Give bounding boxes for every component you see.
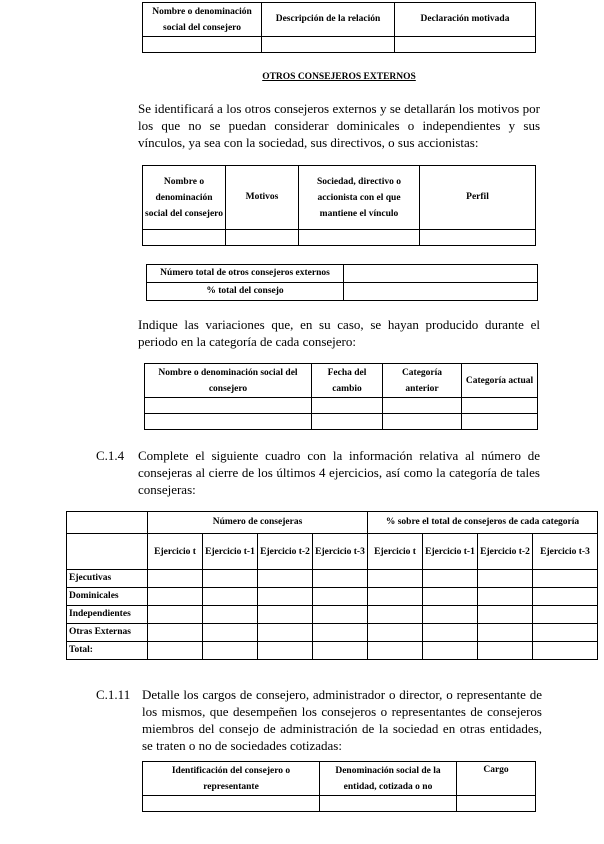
otros-paragraph: Se identificará a los otros consejeros externos y se detallarán los motivos por los que no se puedan considerar dominicales o independientes y sus vínculos, ya sea con la sociedad, sus directivos, o sus accionistas: — [138, 101, 540, 150]
otros-totals-table — [146, 264, 538, 301]
row-label: Dominicales — [67, 588, 148, 606]
empty-cell[interactable] — [423, 570, 478, 588]
header-cell: Nombre o denominación social del consejero — [143, 3, 262, 37]
empty-cell[interactable] — [423, 624, 478, 642]
empty-cell[interactable] — [462, 398, 538, 414]
empty-cell[interactable] — [478, 624, 533, 642]
ejercicio-header: Ejercicio t-1 — [203, 534, 258, 570]
row-label: Ejecutivas — [67, 570, 148, 588]
header-cell: Declaración motivada — [395, 3, 536, 37]
empty-cell[interactable] — [313, 624, 368, 642]
empty-cell[interactable] — [299, 230, 420, 246]
section-heading-otros: OTROS CONSEJEROS EXTERNOS — [262, 72, 416, 82]
header-cell: Sociedad, directivo o accionista con el que mantiene el vínculo — [299, 166, 420, 230]
empty-cell[interactable] — [203, 624, 258, 642]
ejercicio-header: Ejercicio t — [148, 534, 203, 570]
header-cell: Categoría actual — [462, 364, 538, 398]
empty-cell[interactable] — [203, 642, 258, 660]
empty-cell[interactable] — [423, 588, 478, 606]
empty-cell[interactable] — [368, 570, 423, 588]
ejercicio-header: Ejercicio t-3 — [533, 534, 598, 570]
empty-cell[interactable] — [478, 588, 533, 606]
empty-cell[interactable] — [533, 624, 598, 642]
header-cell: Nombre o denominación social del consejero — [143, 166, 226, 230]
empty-cell[interactable] — [423, 642, 478, 660]
ejercicio-header: Ejercicio t-2 — [478, 534, 533, 570]
empty-cell[interactable] — [368, 624, 423, 642]
empty-cell[interactable] — [148, 588, 203, 606]
empty-cell[interactable] — [533, 606, 598, 624]
consejeras-table — [66, 511, 598, 660]
variaciones-table — [144, 363, 538, 430]
otros-consejeros-table — [142, 165, 536, 246]
empty-cell[interactable] — [533, 588, 598, 606]
header-cell: Identificación del consejero o representante — [143, 762, 320, 796]
empty-cell[interactable] — [320, 796, 457, 812]
section-number-c14: C.1.4 — [96, 448, 125, 463]
empty-cell[interactable] — [226, 230, 299, 246]
empty-cell[interactable] — [145, 398, 312, 414]
ejercicio-header: Ejercicio t — [368, 534, 423, 570]
empty-cell[interactable] — [203, 606, 258, 624]
empty-cell[interactable] — [383, 414, 462, 430]
ejercicio-header: Ejercicio t-2 — [258, 534, 313, 570]
empty-cell[interactable] — [395, 37, 536, 53]
empty-cell[interactable] — [312, 398, 383, 414]
row-label: Otras Externas — [67, 624, 148, 642]
empty-cell[interactable] — [258, 624, 313, 642]
corner-cell — [67, 534, 148, 570]
row-label: Número total de otros consejeros externos — [147, 265, 344, 283]
empty-cell[interactable] — [368, 642, 423, 660]
empty-cell[interactable] — [383, 398, 462, 414]
variaciones-paragraph: Indique las variaciones que, en su caso, se hayan producido durante el periodo en la categoría de cada consejero: — [138, 317, 540, 349]
empty-cell[interactable] — [258, 606, 313, 624]
corner-cell — [67, 512, 148, 534]
empty-cell[interactable] — [344, 283, 538, 301]
empty-cell[interactable] — [478, 642, 533, 660]
header-cell: Descripción de la relación — [262, 3, 395, 37]
empty-cell[interactable] — [148, 570, 203, 588]
empty-cell[interactable] — [313, 606, 368, 624]
header-cell: Categoría anterior — [383, 364, 462, 398]
row-label: Independientes — [67, 606, 148, 624]
empty-cell[interactable] — [148, 606, 203, 624]
empty-cell[interactable] — [143, 796, 320, 812]
empty-cell[interactable] — [203, 570, 258, 588]
row-label: % total del consejo — [147, 283, 344, 301]
empty-cell[interactable] — [143, 37, 262, 53]
c14-paragraph: Complete el siguiente cuadro con la información relativa al número de consejeras al cierre de los últimos 4 ejercicios, así como la categoría de tales consejeras: — [138, 448, 540, 497]
empty-cell[interactable] — [423, 606, 478, 624]
empty-cell[interactable] — [313, 570, 368, 588]
empty-cell[interactable] — [258, 570, 313, 588]
empty-cell[interactable] — [203, 588, 258, 606]
empty-cell[interactable] — [143, 230, 226, 246]
empty-cell[interactable] — [313, 642, 368, 660]
group-header: % sobre el total de consejeros de cada categoría — [368, 512, 598, 534]
empty-cell[interactable] — [533, 642, 598, 660]
header-cell: Motivos — [226, 166, 299, 230]
empty-cell[interactable] — [533, 570, 598, 588]
empty-cell[interactable] — [457, 796, 536, 812]
empty-cell[interactable] — [420, 230, 536, 246]
empty-cell[interactable] — [145, 414, 312, 430]
empty-cell[interactable] — [148, 642, 203, 660]
ejercicio-header: Ejercicio t-3 — [313, 534, 368, 570]
empty-cell[interactable] — [258, 588, 313, 606]
header-cell: Denominación social de la entidad, cotizada o no — [320, 762, 457, 796]
empty-cell[interactable] — [313, 588, 368, 606]
cargos-table — [142, 761, 536, 812]
header-cell: Cargo — [457, 762, 536, 796]
empty-cell[interactable] — [344, 265, 538, 283]
c111-paragraph: Detalle los cargos de consejero, administrador o director, o representante de los mismos, que desempeñen los consejeros o representantes de consejeros miembros del consejo de administración de la sociedad en otras entidades, se traten o no de sociedades cotizadas: — [142, 687, 542, 753]
empty-cell[interactable] — [462, 414, 538, 430]
section-number-c111: C.1.11 — [96, 687, 131, 702]
empty-cell[interactable] — [148, 624, 203, 642]
ejercicio-header: Ejercicio t-1 — [423, 534, 478, 570]
header-cell: Perfil — [420, 166, 536, 230]
empty-cell[interactable] — [368, 588, 423, 606]
empty-cell[interactable] — [478, 606, 533, 624]
empty-cell[interactable] — [262, 37, 395, 53]
group-header: Número de consejeras — [148, 512, 368, 534]
empty-cell[interactable] — [368, 606, 423, 624]
header-cell: Nombre o denominación social del consejero — [145, 364, 312, 398]
header-cell: Fecha del cambio — [312, 364, 383, 398]
empty-cell[interactable] — [312, 414, 383, 430]
row-label: Total: — [67, 642, 148, 660]
relation-table — [142, 2, 536, 53]
empty-cell[interactable] — [258, 642, 313, 660]
empty-cell[interactable] — [478, 570, 533, 588]
